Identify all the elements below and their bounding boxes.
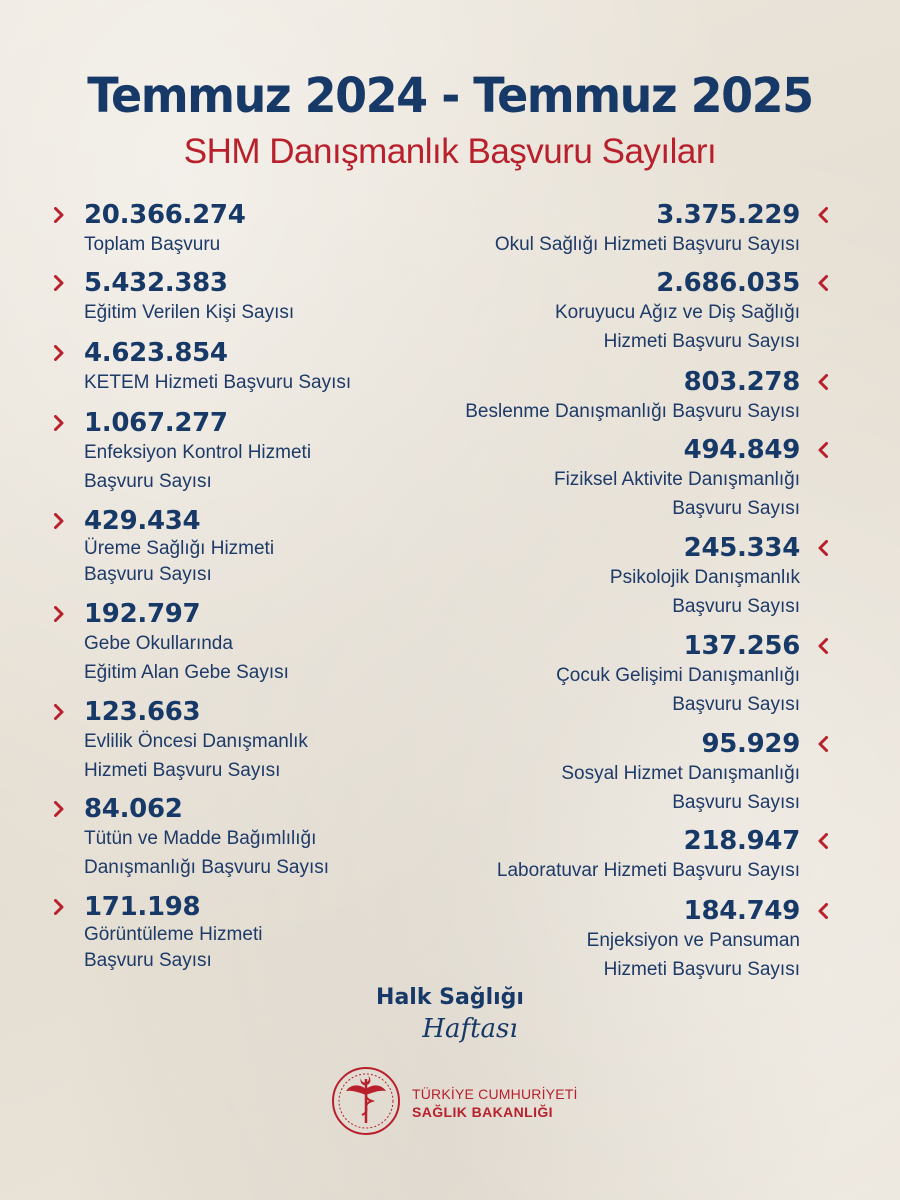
stat-value: 1.067.277 xyxy=(84,408,228,438)
ministry-name-line2: SAĞLIK BAKANLIĞI xyxy=(412,1104,553,1120)
stat-item-left xyxy=(84,200,424,259)
chevron-left-icon xyxy=(818,374,828,390)
chevron-right-icon xyxy=(54,415,64,431)
chevron-right-icon xyxy=(54,704,64,720)
stat-item-left xyxy=(84,599,424,687)
ministry-of-health-logo-icon xyxy=(330,1065,402,1142)
stat-value: 5.432.383 xyxy=(84,268,228,298)
stat-label: Eğitim Verilen Kişi Sayısı xyxy=(84,302,295,323)
stat-item-right xyxy=(380,367,800,426)
stat-value: 2.686.035 xyxy=(656,268,800,298)
stat-value: 95.929 xyxy=(701,729,800,759)
stat-value: 123.663 xyxy=(84,697,201,727)
stat-label: Hizmeti Başvuru Sayısı xyxy=(84,760,281,781)
stat-label: Gebe Okullarında xyxy=(84,633,233,654)
campaign-subtitle: Haftası xyxy=(422,1014,518,1044)
stat-item-right xyxy=(380,896,800,984)
stat-label: Eğitim Alan Gebe Sayısı xyxy=(84,662,289,683)
stat-value: 137.256 xyxy=(683,631,800,661)
stat-label: Başvuru Sayısı xyxy=(672,596,800,617)
chevron-left-icon xyxy=(818,207,828,223)
stat-value: 20.366.274 xyxy=(84,200,246,230)
stat-label: Çocuk Gelişimi Danışmanlığı xyxy=(556,665,800,686)
stat-value: 218.947 xyxy=(683,826,800,856)
ministry-logo-block xyxy=(330,1065,590,1141)
chevron-right-icon xyxy=(54,606,64,622)
chevron-left-icon xyxy=(818,540,828,556)
stat-label: Başvuru Sayısı xyxy=(84,564,212,585)
stat-item-left xyxy=(84,506,424,588)
chevron-right-icon xyxy=(54,801,64,817)
stat-value: 494.849 xyxy=(683,435,800,465)
campaign-brand xyxy=(0,985,900,1044)
chevron-right-icon xyxy=(54,275,64,291)
stat-label: Okul Sağlığı Hizmeti Başvuru Sayısı xyxy=(494,234,800,255)
stat-label: Enjeksiyon ve Pansuman xyxy=(586,930,800,951)
stat-label: Sosyal Hizmet Danışmanlığı xyxy=(561,763,800,784)
chevron-right-icon xyxy=(54,513,64,529)
stat-label: Laboratuvar Hizmeti Başvuru Sayısı xyxy=(496,860,800,881)
stat-label: Görüntüleme Hizmeti xyxy=(84,924,263,945)
stat-item-left xyxy=(84,408,424,496)
stat-label: KETEM Hizmeti Başvuru Sayısı xyxy=(84,372,352,393)
stat-item-right xyxy=(380,533,800,621)
stat-value: 171.198 xyxy=(84,892,201,922)
campaign-title: Halk Sağlığı xyxy=(376,985,524,1010)
page-title: Temmuz 2024 - Temmuz 2025 xyxy=(87,66,813,124)
stat-value: 3.375.229 xyxy=(656,200,800,230)
stat-label: Evlilik Öncesi Danışmanlık xyxy=(84,731,308,752)
stat-item-left xyxy=(84,794,424,882)
ministry-name-line1: TÜRKİYE CUMHURİYETİ xyxy=(412,1086,578,1102)
stat-item-right xyxy=(380,826,800,885)
chevron-left-icon xyxy=(818,638,828,654)
stat-item-right xyxy=(380,268,800,356)
chevron-left-icon xyxy=(818,736,828,752)
stat-value: 192.797 xyxy=(84,599,201,629)
stat-value: 429.434 xyxy=(84,506,201,536)
stat-item-right xyxy=(380,200,800,259)
stat-label: Toplam Başvuru xyxy=(84,234,221,255)
chevron-right-icon xyxy=(54,345,64,361)
stat-label: Başvuru Sayısı xyxy=(672,694,800,715)
stat-label: Üreme Sağlığı Hizmeti xyxy=(84,538,275,559)
chevron-left-icon xyxy=(818,275,828,291)
chevron-right-icon xyxy=(54,899,64,915)
stat-item-left xyxy=(84,338,424,397)
stat-label: Başvuru Sayısı xyxy=(84,950,212,971)
page-subtitle: SHM Danışmanlık Başvuru Sayıları xyxy=(183,132,717,171)
stat-label: Koruyucu Ağız ve Diş Sağlığı xyxy=(554,302,800,323)
stat-value: 184.749 xyxy=(683,896,800,926)
stat-value: 84.062 xyxy=(84,794,183,824)
stat-item-left xyxy=(84,697,424,785)
chevron-left-icon xyxy=(818,903,828,919)
chevron-right-icon xyxy=(54,207,64,223)
stat-item-right xyxy=(380,729,800,817)
stat-item-right xyxy=(380,631,800,719)
stat-item-left xyxy=(84,892,424,974)
stat-label: Psikolojik Danışmanlık xyxy=(609,567,800,588)
stat-label: Başvuru Sayısı xyxy=(84,471,212,492)
chevron-left-icon xyxy=(818,442,828,458)
stat-label: Tütün ve Madde Bağımlılığı xyxy=(84,828,317,849)
stat-label: Danışmanlığı Başvuru Sayısı xyxy=(84,857,329,878)
stat-value: 803.278 xyxy=(683,367,800,397)
stat-label: Başvuru Sayısı xyxy=(672,498,800,519)
stat-label: Enfeksiyon Kontrol Hizmeti xyxy=(84,442,312,463)
stat-label: Fiziksel Aktivite Danışmanlığı xyxy=(553,469,800,490)
chevron-left-icon xyxy=(818,833,828,849)
stat-value: 4.623.854 xyxy=(84,338,228,368)
stat-label: Hizmeti Başvuru Sayısı xyxy=(603,959,800,980)
stat-item-left xyxy=(84,268,424,327)
stat-label: Beslenme Danışmanlığı Başvuru Sayısı xyxy=(465,401,800,422)
stat-item-right xyxy=(380,435,800,523)
stat-label: Hizmeti Başvuru Sayısı xyxy=(603,331,800,352)
stat-value: 245.334 xyxy=(683,533,800,563)
stat-label: Başvuru Sayısı xyxy=(672,792,800,813)
